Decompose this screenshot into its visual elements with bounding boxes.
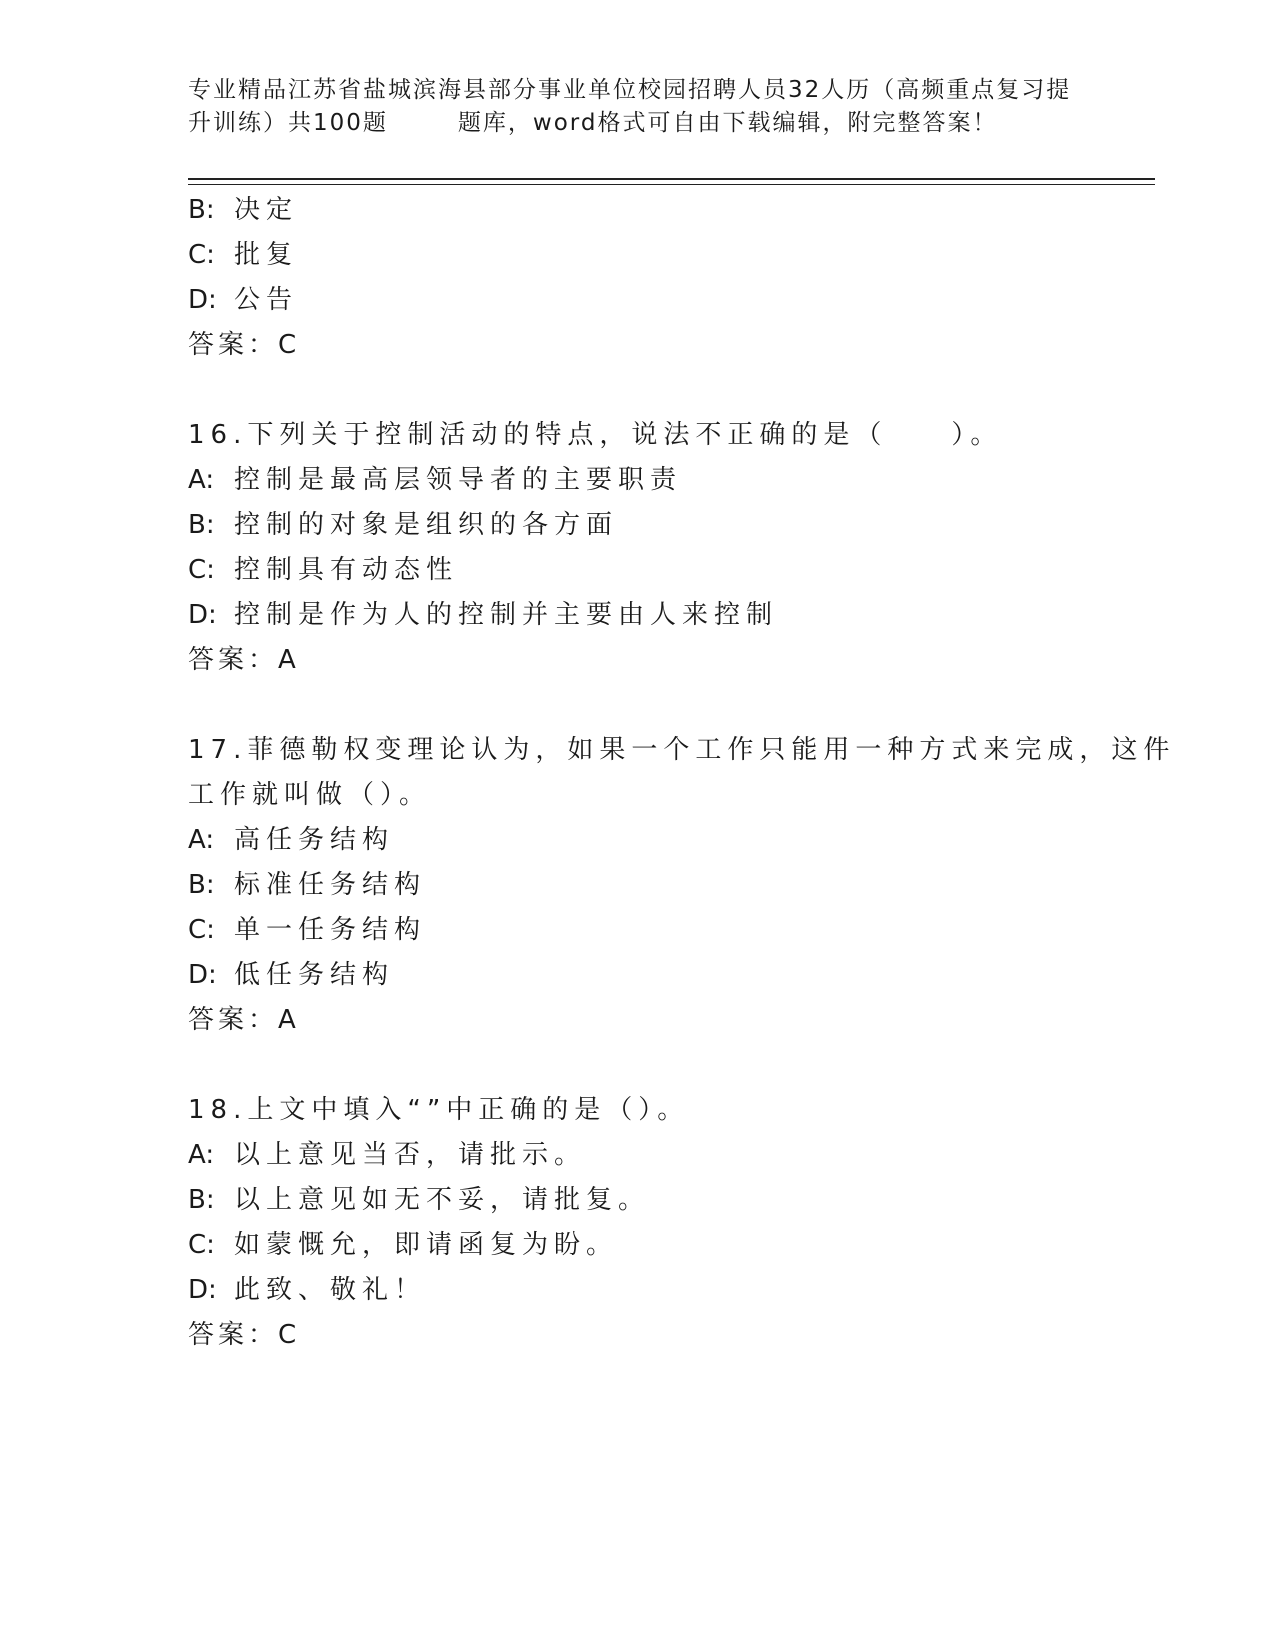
q16-option-d bbox=[188, 597, 778, 633]
option-text: 单一任务结构 bbox=[234, 915, 427, 945]
option-text: 公告 bbox=[234, 285, 299, 315]
option-key: D: bbox=[188, 1275, 217, 1305]
option-text: 控制的对象是组织的各方面 bbox=[234, 510, 619, 540]
option-text: 批复 bbox=[234, 240, 299, 270]
option-text: 高任务结构 bbox=[234, 825, 395, 855]
q16-option-c bbox=[188, 552, 458, 588]
option-text: 控制具有动态性 bbox=[234, 555, 459, 585]
header-line-2-part-a: 升训练）共100题 bbox=[188, 110, 388, 136]
option-text: 以上意见如无不妥，请批复。 bbox=[234, 1185, 651, 1215]
option-key: D: bbox=[188, 960, 217, 990]
option-key: C: bbox=[188, 915, 215, 945]
q18-option-a bbox=[188, 1137, 586, 1173]
q17-option-d bbox=[188, 957, 394, 993]
q17-option-c bbox=[188, 912, 426, 948]
option-key: C: bbox=[188, 240, 215, 270]
q18-stem: 18.上文中填入“”中正确的是（）。 bbox=[188, 1095, 690, 1125]
option-key: B: bbox=[188, 195, 215, 225]
option-key: A: bbox=[188, 1140, 215, 1170]
option-key: B: bbox=[188, 510, 215, 540]
q16-stem: 16.下列关于控制活动的特点，说法不正确的是（ ）。 bbox=[188, 420, 1003, 450]
option-text: 决定 bbox=[234, 195, 299, 225]
q17-stem-line-2: 工作就叫做（）。 bbox=[188, 780, 432, 810]
option-key: C: bbox=[188, 1230, 215, 1260]
option-key: A: bbox=[188, 465, 215, 495]
option-key: A: bbox=[188, 825, 215, 855]
option-key: D: bbox=[188, 600, 217, 630]
q17-answer: 答案：A bbox=[188, 1005, 300, 1035]
document-header bbox=[188, 74, 1088, 140]
prev-option-d bbox=[188, 282, 298, 318]
q17-stem-line-1: 17.菲德勒权变理论认为，如果一个工作只能用一种方式来完成，这件 bbox=[188, 735, 1176, 765]
option-text: 控制是作为人的控制并主要由人来控制 bbox=[234, 600, 779, 630]
q16-option-b bbox=[188, 507, 618, 543]
header-line-2 bbox=[188, 107, 1088, 140]
header-divider-thick bbox=[188, 178, 1155, 180]
option-text: 以上意见当否，请批示。 bbox=[234, 1140, 587, 1170]
header-line-1: 专业精品江苏省盐城滨海县部分事业单位校园招聘人员32人历（高频重点复习提 bbox=[188, 77, 1072, 103]
q16-answer: 答案：A bbox=[188, 645, 300, 675]
option-text: 此致、敬礼！ bbox=[234, 1275, 427, 1305]
option-key: B: bbox=[188, 870, 215, 900]
header-line-2-part-b: 题库，word格式可自由下载编辑，附完整答案！ bbox=[457, 110, 998, 136]
option-key: C: bbox=[188, 555, 215, 585]
q17-option-b bbox=[188, 867, 426, 903]
q18-option-c bbox=[188, 1227, 618, 1263]
option-text: 标准任务结构 bbox=[234, 870, 427, 900]
q18-answer: 答案：C bbox=[188, 1320, 301, 1350]
option-key: B: bbox=[188, 1185, 215, 1215]
option-key: D: bbox=[188, 285, 217, 315]
prev-option-b bbox=[188, 192, 298, 228]
header-divider-thin bbox=[188, 184, 1155, 185]
option-text: 控制是最高层领导者的主要职责 bbox=[234, 465, 683, 495]
q18-option-b bbox=[188, 1182, 650, 1218]
q18-option-d bbox=[188, 1272, 426, 1308]
option-text: 如蒙慨允，即请函复为盼。 bbox=[234, 1230, 619, 1260]
option-text: 低任务结构 bbox=[234, 960, 395, 990]
prev-answer: 答案：C bbox=[188, 330, 301, 360]
q16-option-a bbox=[188, 462, 682, 498]
prev-option-c bbox=[188, 237, 298, 273]
q17-option-a bbox=[188, 822, 394, 858]
